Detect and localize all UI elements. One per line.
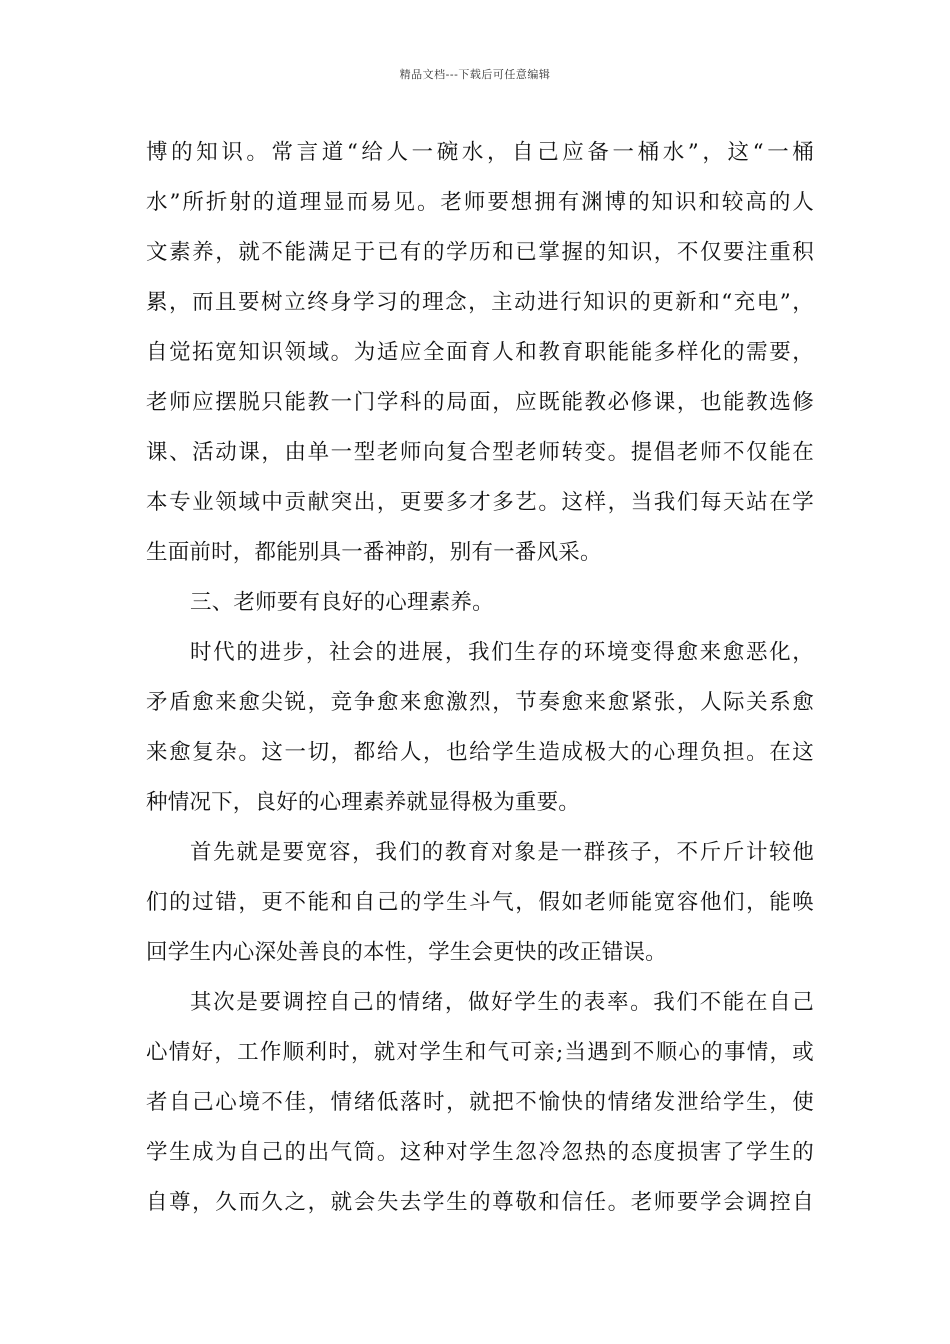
text-line: 文素养，就不能满足于已有的学历和已掌握的知识，不仅要注重积 xyxy=(146,240,814,265)
text-line: 其次是要调控自己的情绪，做好学生的表率。我们不能在自己 xyxy=(190,990,814,1015)
text-line: 博的知识。常言道“给人一碗水，自己应备一桶水”，这“一桶 xyxy=(146,140,814,165)
text-line: 水”所折射的道理显而易见。老师要想拥有渊博的知识和较高的人 xyxy=(146,190,814,215)
text-line: 自觉拓宽知识领域。为适应全面育人和教育职能能多样化的需要， xyxy=(146,340,814,365)
text-line: 生面前时，都能别具一番神韵，别有一番风采。 xyxy=(146,540,602,565)
text-line: 者自己心境不佳，情绪低落时，就把不愉快的情绪发泄给学生，使 xyxy=(146,1090,814,1115)
text-line: 本专业领域中贡献突出，更要多才多艺。这样，当我们每天站在学 xyxy=(146,490,814,515)
page-header: 精品文档---下载后可任意编辑 xyxy=(399,68,551,81)
text-line: 课、活动课，由单一型老师向复合型老师转变。提倡老师不仅能在 xyxy=(146,440,814,465)
text-line: 首先就是要宽容，我们的教育对象是一群孩子，不斤斤计较他 xyxy=(190,840,814,865)
text-line: 三、老师要有良好的心理素养。 xyxy=(190,590,494,615)
text-line: 来愈复杂。这一切，都给人，也给学生造成极大的心理负担。在这 xyxy=(146,740,814,765)
text-line: 回学生内心深处善良的本性，学生会更快的改正错误。 xyxy=(146,940,667,965)
text-line: 心情好，工作顺利时，就对学生和气可亲;当遇到不顺心的事情，或 xyxy=(146,1040,814,1065)
text-line: 老师应摆脱只能教一门学科的局面，应既能教必修课，也能教选修 xyxy=(146,390,814,415)
text-line: 累，而且要树立终身学习的理念，主动进行知识的更新和“充电”， xyxy=(146,290,814,315)
text-line: 自尊，久而久之，就会失去学生的尊敬和信任。老师要学会调控自 xyxy=(146,1190,814,1215)
text-line: 种情况下，良好的心理素养就显得极为重要。 xyxy=(146,790,581,815)
text-line: 矛盾愈来愈尖锐，竞争愈来愈激烈，节奏愈来愈紧张，人际关系愈 xyxy=(146,690,814,715)
text-line: 们的过错，更不能和自己的学生斗气，假如老师能宽容他们，能唤 xyxy=(146,890,814,915)
text-line: 学生成为自己的出气筒。这种对学生忽冷忽热的态度损害了学生的 xyxy=(146,1140,814,1165)
document-body xyxy=(146,128,814,1228)
text-line: 时代的进步，社会的进展，我们生存的环境变得愈来愈恶化， xyxy=(190,640,814,665)
